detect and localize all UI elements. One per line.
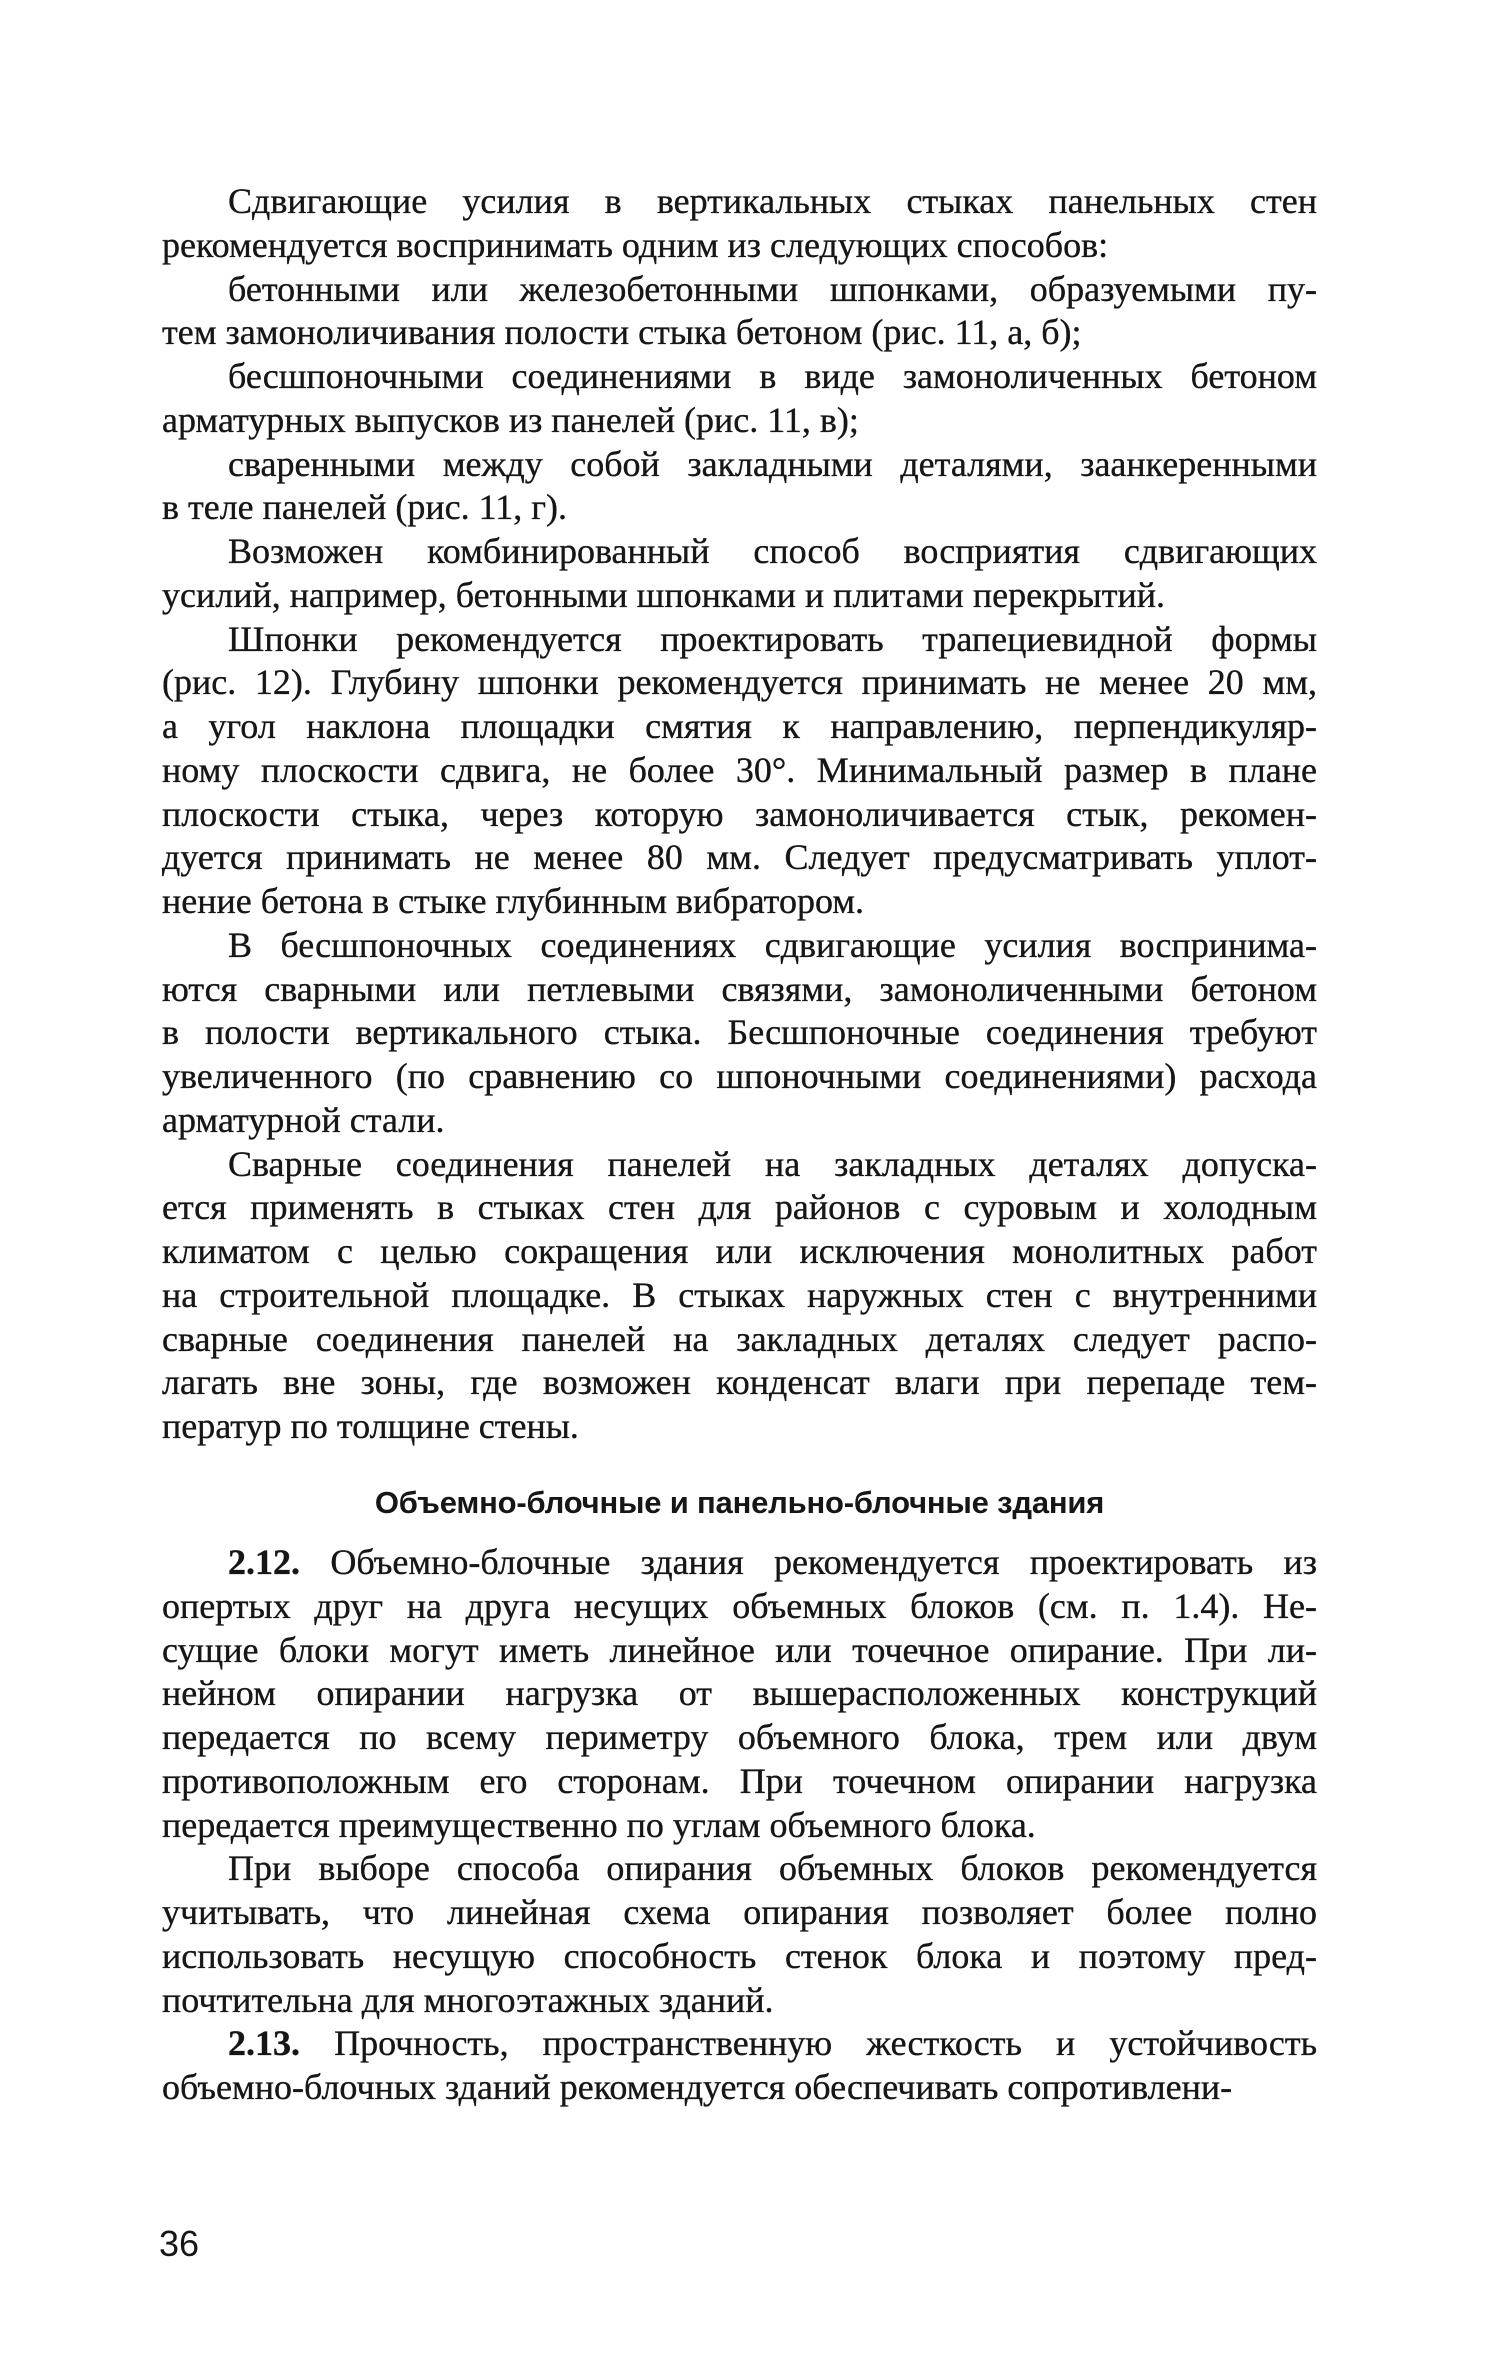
line-text: опертых друг на друга несущих объемных блоков (см. п. 1.4). Не- [162,1585,1317,1626]
page-number: 36 [159,2223,200,2264]
text-line [162,2022,1317,2066]
text-line [162,1847,1317,1891]
paragraph [162,355,1317,443]
text-line [162,1629,1317,1673]
text-line [162,224,1317,268]
line-text: Сварные соединения панелей на закладных деталях допуска- [228,1143,1317,1184]
line-text: бесшпоночными соединениями в виде замоноличенных бетоном [228,356,1317,396]
paragraph [162,2022,1317,2110]
text-line [162,924,1317,968]
text-line [162,180,1317,224]
line-text: сварные соединения панелей на закладных деталях следует распо- [162,1318,1317,1359]
line-text: (рис. 12). Глубину шпонки рекомендуется принимать не менее 20 мм, [162,662,1317,703]
line-text: передается по всему периметру объемного блока, трем или двум [162,1717,1317,1757]
text-line [162,1099,1317,1143]
text-line [162,1274,1317,1318]
text-line [162,1891,1317,1935]
text-line [162,661,1317,705]
line-text: рекомендуется воспринимать одним из следующих способов: [162,224,1109,265]
text-column [162,180,1317,2110]
paragraph [162,180,1317,268]
text-line [162,1361,1317,1405]
text-line [162,1186,1317,1230]
line-text: почтительна для многоэтажных зданий. [162,1979,774,2020]
text-line [162,1541,1317,1585]
line-text: в полости вертикального стыка. Бесшпоночные соединения требуют [162,1012,1317,1053]
line-text: сущие блоки могут иметь линейное или точечное опирание. При ли- [162,1629,1317,1670]
section-heading: Объемно-блочные и панельно-блочные здания [374,1485,1105,1520]
paragraph [162,618,1317,924]
text-line [162,1318,1317,1362]
text-line [162,399,1317,443]
paragraph [162,1541,1317,1847]
line-text: Шпонки рекомендуется проектировать трапециевидной формы [228,618,1317,659]
line-text: арматурных выпусков из панелей (рис. 11, в); [162,399,859,440]
line-text: противоположным его сторонам. При точечном опирании нагрузка [162,1760,1317,1801]
text-line [162,1405,1317,1449]
line-text: тем замоноличивания полости стыка бетоном (рис. 11, а, б); [162,312,1082,353]
text-line [162,2066,1317,2110]
line-text: дуется принимать не менее 80 мм. Следует предусматривать уплот- [162,837,1317,878]
paragraph-group-walls [162,180,1317,1449]
paragraph [162,1143,1317,1449]
line-text: использовать несущую способность стенок блока и поэтому пред- [162,1935,1317,1976]
line-text: ются сварными или петлевыми связями, замоноличенными бетоном [162,968,1317,1009]
line-text: сваренными между собой закладными деталями, заанкеренными [228,443,1317,484]
text-line [162,618,1317,662]
paragraph-group-volumetric-blocks [162,1541,1317,2110]
text-line [162,1230,1317,1274]
line-text: арматурной стали. [162,1099,445,1140]
line-text: объемно-блочных зданий рекомендуется обеспечивать сопротивлени- [162,2067,1233,2107]
text-line [162,311,1317,355]
paragraph-number: 2.13. [228,2023,300,2064]
line-text: усилий, например, бетонными шпонками и плитами перекрытий. [162,574,1165,615]
text-line [162,793,1317,837]
paragraph [162,530,1317,618]
line-text: а угол наклона площадки смятия к направлению, перпендикуляр- [162,706,1317,746]
line-text: бетонными или железобетонными шпонками, образуемыми пу- [228,268,1317,309]
text-line [162,705,1317,749]
text-line [162,1672,1317,1716]
text-line [162,1011,1317,1055]
line-text: нейном опирании нагрузка от вышерасположенных конструкций [162,1673,1317,1714]
line-text: в теле панелей (рис. 11, г). [162,487,567,528]
text-line [162,968,1317,1012]
line-text: В бесшпоночных соединениях сдвигающие усилия воспринима- [228,924,1317,965]
text-line [162,1716,1317,1760]
text-line [162,530,1317,574]
text-line [162,749,1317,793]
line-text: Сдвигающие усилия в вертикальных стыках панельных стен [228,181,1317,221]
line-text: нение бетона в стыке глубинным вибратором. [162,881,865,921]
text-line [162,486,1317,530]
text-line [162,355,1317,399]
line-text: на строительной площадке. В стыках наружных стен с внутренними [162,1274,1317,1315]
line-text: Объемно-блочные здания рекомендуется проектировать из [330,1542,1318,1582]
text-line [162,1143,1317,1187]
line-text: климатом с целью сокращения или исключения монолитных работ [162,1231,1317,1271]
text-line [162,1585,1317,1629]
line-text: ператур по толщине стены. [162,1406,579,1446]
text-line [162,880,1317,924]
line-text: Возможен комбинированный способ восприятия сдвигающих [228,531,1317,571]
line-text: плоскости стыка, через которую замоноличивается стык, рекомен- [162,793,1317,834]
line-text: ному плоскости сдвига, не более 30°. Минимальный размер в плане [162,749,1317,790]
line-text: лагать вне зоны, где возможен конденсат влаги при перепаде тем- [162,1362,1317,1403]
line-text: При выборе способа опирания объемных блоков рекомендуется [228,1848,1317,1889]
text-line [162,836,1317,880]
text-line [162,268,1317,312]
text-line [162,1979,1317,2023]
text-line [162,1760,1317,1804]
line-text: увеличенного (по сравнению со шпоночными соединениями) расхода [162,1056,1317,1096]
paragraph [162,1847,1317,2022]
paragraph [162,443,1317,531]
paragraph-number: 2.12. [228,1542,300,1582]
paragraph [162,268,1317,356]
text-line [162,574,1317,618]
line-text: передается преимущественно по углам объемного блока. [162,1804,1036,1845]
line-text: Прочность, пространственную жесткость и устойчивость [334,2023,1318,2064]
text-line [162,1804,1317,1848]
text-line [162,1055,1317,1099]
text-line [162,1935,1317,1979]
text-line [162,443,1317,487]
line-text: учитывать, что линейная схема опирания позволяет более полно [162,1892,1317,1932]
paragraph [162,924,1317,1143]
line-text: ется применять в стыках стен для районов с суровым и холодным [162,1187,1317,1228]
